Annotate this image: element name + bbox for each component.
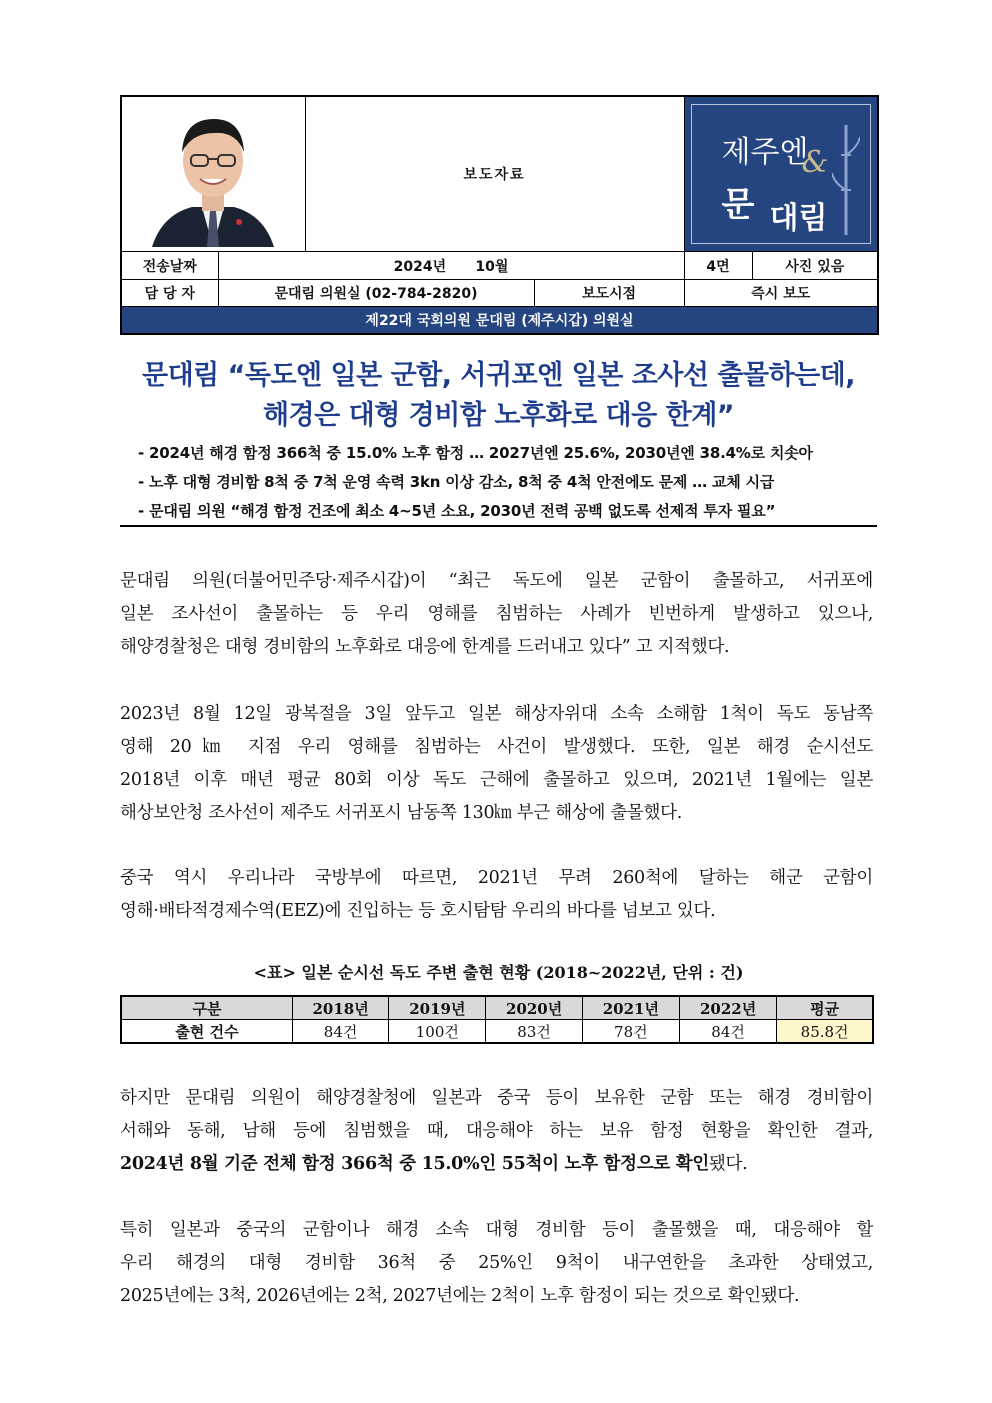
table-cell: 100건	[389, 1020, 486, 1044]
table-row-label: 출현 건수	[121, 1020, 292, 1044]
sightings-table	[120, 995, 874, 1044]
paragraph-3	[120, 862, 873, 928]
table-header: 2021년	[582, 996, 679, 1020]
table-header: 2019년	[389, 996, 486, 1020]
contact-label: 담 당 자	[121, 280, 218, 307]
text-line: 영해 20㎞ 지점 우리 영해를 침범하는 사건이 발생했다. 또한, 일본 해경 순시선도	[120, 737, 873, 757]
text-line: 해상보안청 조사선이 제주도 서귀포시 남동쪽 130㎞ 부근 해상에 출몰했다.	[120, 803, 683, 823]
text-line: 중국 역시 우리나라 국방부에 따르면, 2021년 무려 260척에 달하는 해군 군함이	[120, 868, 873, 888]
table-cell: 83건	[486, 1020, 582, 1044]
text-line-emphasis	[120, 1148, 873, 1181]
portrait-image	[122, 97, 304, 247]
headline-line-1: 문대림 “독도엔 일본 군함, 서귀포엔 일본 조사선 출몰하는데,	[141, 360, 856, 391]
campaign-logo	[684, 96, 878, 252]
text-line: 2018년 이후 매년 평균 80회 이상 독도 근해에 출몰하고 있으며, 2021년 1월에는 일본	[120, 770, 873, 790]
table-header: 평균	[777, 996, 873, 1020]
lawmaker-photo	[121, 96, 305, 252]
statement-tail: 됐다.	[708, 1154, 748, 1174]
contact-value: 문대림 의원실 (02-784-2820)	[218, 280, 534, 307]
table-cell-average: 85.8건	[777, 1020, 873, 1044]
table-header: 2018년	[292, 996, 388, 1020]
release-time-value: 즉시 보도	[684, 280, 878, 307]
text-line: 일본 조사선이 출몰하는 등 우리 영해를 침범하는 사례가 빈번하게 발생하고 있으나,	[120, 604, 873, 624]
press-header	[120, 95, 877, 330]
text-line: 서해와 동해, 남해 등에 침범했을 때, 대응해야 하는 보유 함정 현황을 확인한 결과,	[120, 1121, 873, 1141]
logo-text-2: 문	[721, 185, 755, 225]
paragraph-4	[120, 1082, 873, 1181]
text-line: 하지만 문대림 의원이 해양경찰청에 일본과 중국 등이 보유한 군함 또는 해경 경비함이	[120, 1088, 873, 1108]
text-line: 특히 일본과 중국의 군함이나 해경 소속 대형 경비함 등이 출몰했을 때, 대응해야 할	[120, 1220, 873, 1240]
paragraph-1	[120, 565, 873, 664]
page-count: 4면	[684, 252, 752, 280]
send-date-label: 전송날짜	[121, 252, 218, 280]
bold-statement: 2024년 8월 기준 전체 함정 366척 중 15.0%인 55척이 노후 함정으로 확인	[120, 1154, 709, 1174]
subheadline-3: - 문대림 의원 “해경 함정 건조에 최소 4~5년 소요, 2030년 전력 공백 없도록 선제적 투자 필요”	[138, 502, 776, 520]
photo-included: 사진 있음	[752, 252, 878, 280]
press-release-title: 보도자료	[305, 96, 684, 252]
paragraph-5	[120, 1214, 873, 1313]
text-line: 2025년에는 3척, 2026년에는 2척, 2027년에는 2척이 노후 함정이 되는 것으로 확인됐다.	[120, 1286, 800, 1306]
headline-line-2: 해경은 대형 경비함 노후화로 대응 한계”	[262, 400, 735, 431]
subheadline-1: - 2024년 해경 함정 366척 중 15.0% 노후 함정 … 2027년엔 25.6%, 2030년엔 38.4%로 치솟아	[138, 444, 813, 462]
logo-text-1: 제주엔	[721, 135, 809, 170]
text-line: 2023년 8월 12일 광복절을 3일 앞두고 일본 해상자위대 소속 소해함 1척이 독도 동남쪽	[120, 704, 873, 724]
text-line: 문대림 의원(더불어민주당·제주시갑)이 “최근 독도에 일본 군함이 출몰하고, 서귀포에	[120, 571, 873, 591]
logo-text-3: 대림	[769, 201, 828, 236]
table-cell: 84건	[292, 1020, 388, 1044]
release-time-label: 보도시점	[534, 280, 684, 307]
paragraph-2	[120, 698, 873, 830]
table-cell: 84건	[679, 1020, 776, 1044]
table-header: 2022년	[679, 996, 776, 1020]
text-line: 해양경찰청은 대형 경비함의 노후화로 대응에 한계를 드러내고 있다” 고 지적했다.	[120, 637, 730, 657]
bamboo-icon	[832, 125, 860, 235]
office-banner: 제22대 국회의원 문대림 (제주시갑) 의원실	[121, 307, 878, 334]
send-date-value: 2024년 10월	[218, 252, 684, 280]
text-line: 우리 해경의 대형 경비함 36척 중 25%인 9척이 내구연한을 초과한 상태였고,	[120, 1253, 873, 1273]
table-header: 구분	[121, 996, 292, 1020]
table-header: 2020년	[486, 996, 582, 1020]
table-row	[121, 1020, 873, 1044]
logo-ampersand: &	[801, 145, 829, 180]
table-cell: 78건	[582, 1020, 679, 1044]
headline-divider	[120, 525, 877, 527]
table-caption: <표> 일본 순시선 독도 주변 출현 현황 (2018~2022년, 단위 : 건)	[253, 963, 744, 982]
subheadline-2: - 노후 대형 경비함 8척 중 7척 운영 속력 3kn 이상 감소, 8척 중 4척 안전에도 문제 … 교체 시급	[138, 473, 775, 491]
text-line: 영해·배타적경제수역(EEZ)에 진입하는 등 호시탐탐 우리의 바다를 넘보고 있다.	[120, 901, 716, 921]
